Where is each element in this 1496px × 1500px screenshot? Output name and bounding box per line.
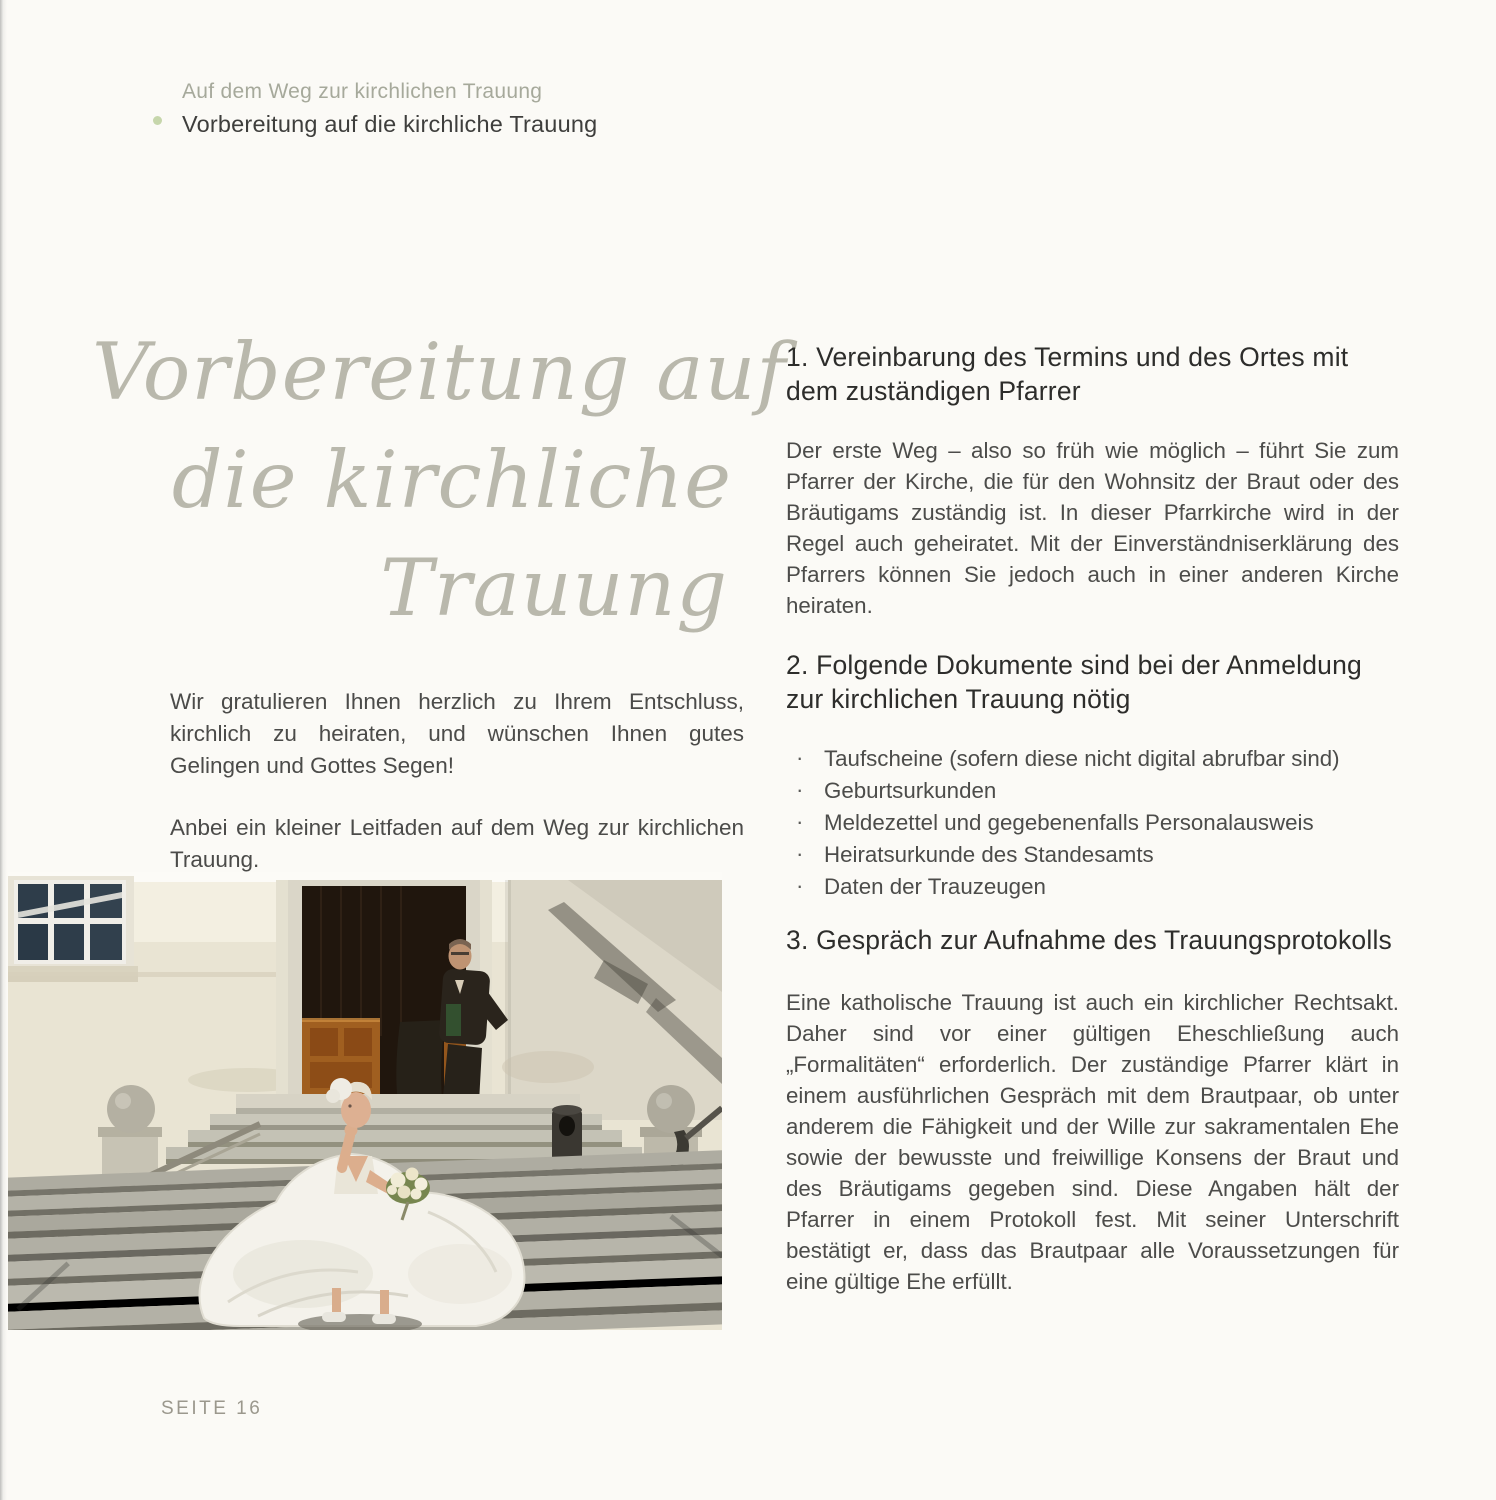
bride-shoe — [372, 1314, 396, 1324]
intro-paragraph: Wir gratulieren Ihnen herzlich zu Ihrem Entschluss, kirchlich zu heiraten, und wünschen Ihnen gutes Gelingen und Gottes Segen! — [170, 689, 744, 778]
section-3 — [786, 923, 1399, 1297]
section-1 — [786, 340, 1399, 621]
document-list — [786, 743, 1399, 903]
bullet-dot: · — [796, 745, 804, 770]
section-heading: 1. Vereinbarung des Termins und des Ortes mit dem zuständigen Pfarrer — [786, 342, 1349, 406]
green-vest — [446, 1004, 461, 1036]
list-item: · Taufscheine (sofern diese nicht digital abrufbar sind) — [788, 743, 1399, 775]
bullet-dot: · — [796, 873, 804, 898]
display-title — [92, 318, 787, 642]
display-title-line: die kirchliche — [171, 434, 732, 526]
section-body: Eine katholische Trauung ist auch ein kirchlicher Rechtsakt. Daher sind vor einer gültigen Eheschließung auch „Formalitäten“ erforderlich. Der zuständige Pfarrer klärt in einem ausführlichen Gespräch mit dem Brautpaar, ob unter anderem die Fähigkeit und der Wille zur sakramentalen Ehe sowie der bewusste und freiwillige Konsens der Braut und des Bräutigams gegeben sind. Diese Angaben hält der Pfarrer in einem Protokoll fest. Mit seiner Unterschrift bestätigt er, dass das Brautpaar alle Voraussetzungen für eine gültige Ehe erfüllt. — [786, 990, 1399, 1294]
bride-shoe — [322, 1312, 346, 1322]
section-body: Der erste Weg – also so früh wie möglich – führt Sie zum Pfarrer der Kirche, die für den Wohnsitz der Braut oder des Bräutigams zuständig ist. In dieser Pfarrkirche wird in der Regel auch geheiratet. Mit der Einverständniserklärung des Pfarrers können Sie jedoch auch in einer anderen Kirche heiraten. — [786, 438, 1399, 618]
green-dot-marker — [153, 116, 162, 125]
display-title-line: Trauung — [380, 542, 728, 634]
list-item: · Geburtsurkunden — [788, 775, 1399, 807]
intro-paragraph: Anbei ein kleiner Leitfaden auf dem Weg zur kirchlichen Trauung. — [170, 815, 744, 872]
page-title-small: Vorbereitung auf die kirchliche Trauung — [182, 111, 598, 137]
list-item: · Daten der Trauzeugen — [788, 871, 1399, 903]
bullet-dot: · — [796, 841, 804, 866]
wedding-photo-scene — [8, 872, 722, 1330]
window — [8, 876, 138, 982]
bullet-dot: · — [796, 809, 804, 834]
page-number: SEITE 16 — [161, 1398, 263, 1419]
wedding-photo — [8, 872, 722, 1330]
page-header — [182, 80, 597, 138]
section-2 — [786, 648, 1399, 903]
list-item: · Heiratsurkunde des Standesamts — [788, 839, 1399, 871]
bullet-dot: · — [796, 777, 804, 802]
section-heading: 3. Gespräch zur Aufnahme des Trauungsprotokolls — [786, 925, 1392, 955]
list-item: · Meldezettel und gegebenenfalls Personalausweis — [788, 807, 1399, 839]
glasses — [451, 952, 469, 955]
page-left-edge-shading — [0, 0, 7, 1500]
right-column — [786, 340, 1399, 1324]
section-heading: 2. Folgende Dokumente sind bei der Anmeldung zur kirchlichen Trauung nötig — [786, 650, 1362, 714]
breadcrumb: Auf dem Weg zur kirchlichen Trauung — [182, 80, 543, 103]
display-title-line: Vorbereitung auf — [92, 326, 787, 418]
